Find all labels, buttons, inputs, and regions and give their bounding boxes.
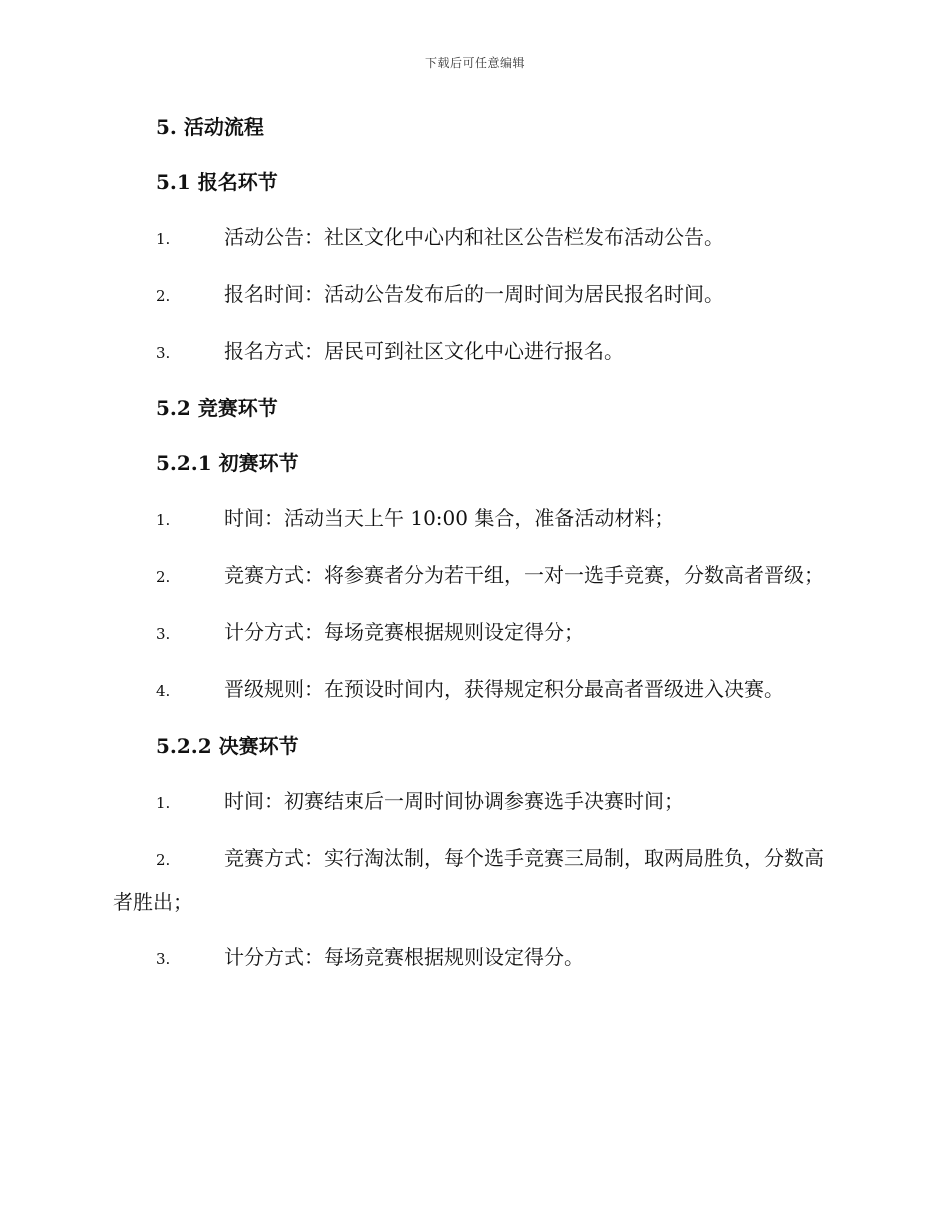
list-item-number: 1. — [156, 230, 171, 248]
list-item-text: 计分方式：每场竞赛根据规则设定得分。 — [224, 945, 584, 969]
list-item — [113, 497, 833, 541]
list-item — [113, 554, 833, 598]
list-item-text: 活动公告：社区文化中心内和社区公告栏发布活动公告。 — [224, 225, 724, 249]
list-item — [113, 330, 833, 374]
list-item-number: 2. — [156, 568, 171, 586]
list-item-number: 2. — [156, 851, 171, 869]
list-item-text: 竞赛方式：将参赛者分为若干组，一对一选手竞赛，分数高者晋级； — [224, 563, 824, 587]
list-item-number: 3. — [156, 950, 171, 968]
section-heading-5-1: 5.1 报名环节 — [156, 170, 278, 194]
list-item-text: 计分方式：每场竞赛根据规则设定得分； — [224, 620, 584, 644]
list-item — [113, 936, 833, 980]
list-item-number: 1. — [156, 511, 171, 529]
list-item-text: 晋级规则：在预设时间内，获得规定积分最高者晋级进入决赛。 — [224, 677, 784, 701]
list-item-text: 报名方式：居民可到社区文化中心进行报名。 — [224, 339, 624, 363]
list-item-number: 3. — [156, 344, 171, 362]
list-item — [113, 668, 833, 712]
section-heading-5-2-1: 5.2.1 初赛环节 — [156, 451, 299, 475]
document-body — [113, 106, 833, 993]
section-heading-5-2-2: 5.2.2 决赛环节 — [156, 734, 299, 758]
list-item-text: 时间：活动当天上午 10:00 集合，准备活动材料； — [224, 506, 675, 530]
list-item — [113, 216, 833, 260]
header-note: 下载后可任意编辑 — [424, 56, 525, 70]
section-heading-5: 5. 活动流程 — [156, 115, 264, 139]
list-item — [113, 780, 833, 824]
list-item-number: 1. — [156, 794, 171, 812]
list-item-number: 4. — [156, 682, 171, 700]
list-item — [113, 837, 833, 923]
list-item-number: 2. — [156, 287, 171, 305]
list-item-number: 3. — [156, 625, 171, 643]
list-item-text: 报名时间：活动公告发布后的一周时间为居民报名时间。 — [224, 282, 724, 306]
list-item — [113, 273, 833, 317]
section-heading-5-2: 5.2 竞赛环节 — [156, 396, 278, 420]
list-item — [113, 611, 833, 655]
list-item-text: 竞赛方式：实行淘汰制，每个选手竞赛三局制，取两局胜负，分数高者胜出； — [113, 846, 824, 914]
list-item-text: 时间：初赛结束后一周时间协调参赛选手决赛时间； — [224, 789, 684, 813]
